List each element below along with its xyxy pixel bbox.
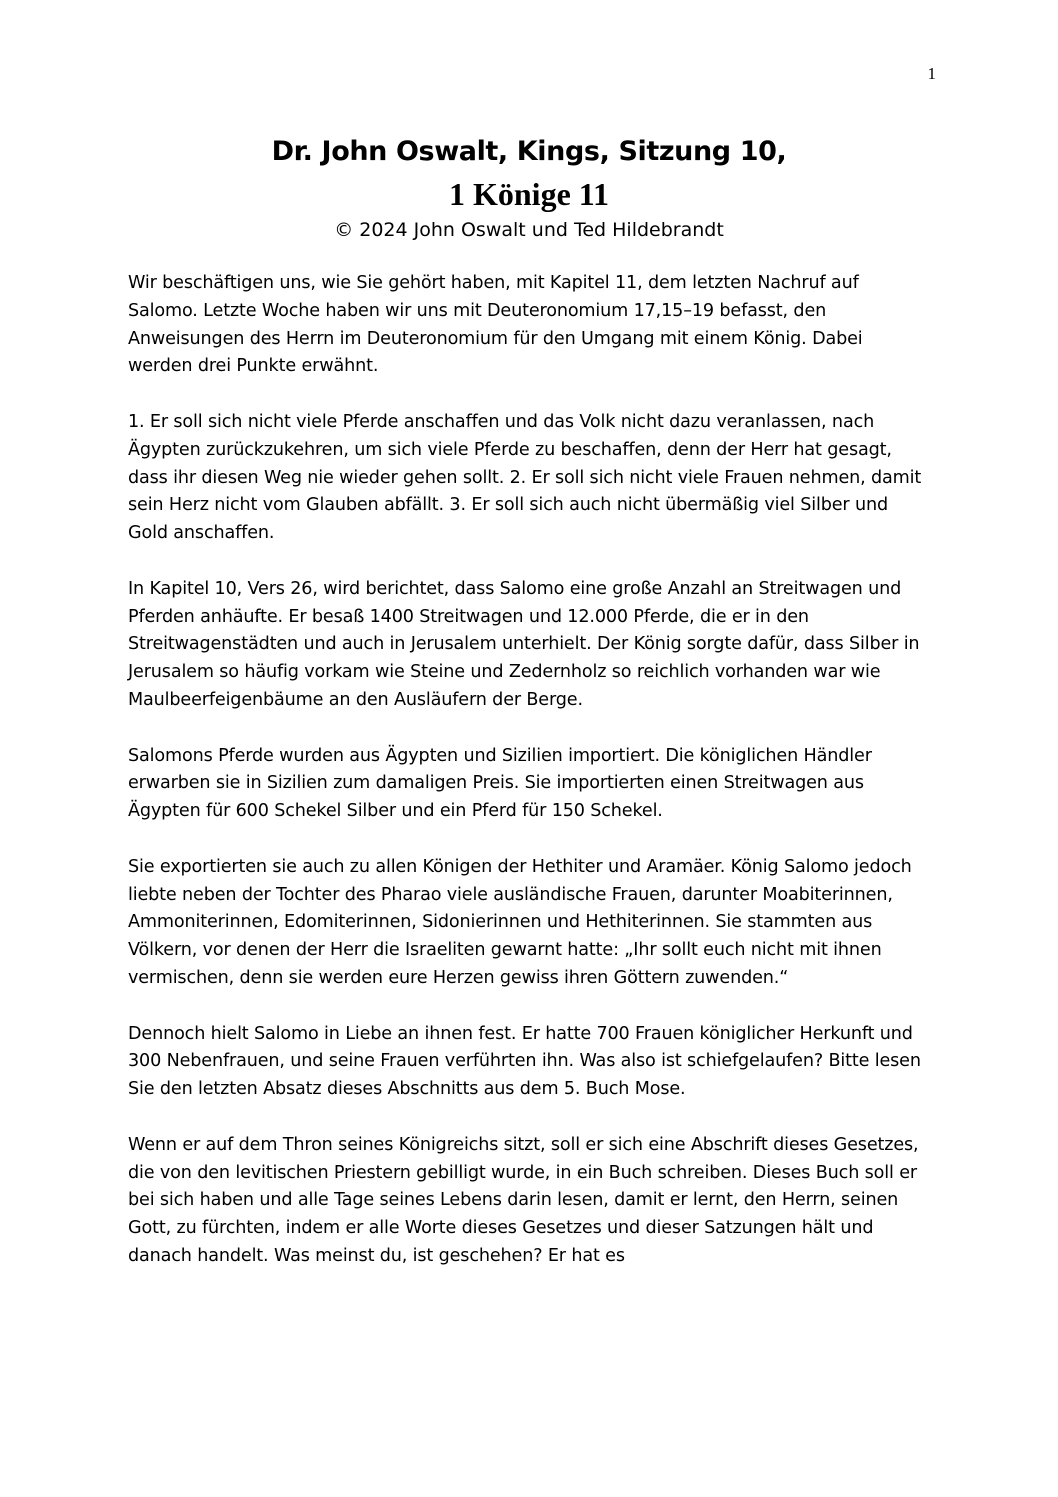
paragraph-5: Sie exportierten sie auch zu allen Königen der Hethiter und Aramäer. König Salomo jedoch liebte neben der Tochter des Pharao viele ausländische Frauen, darunter Moabiterinnen, Ammoniterinnen, Edomiterinnen, Sidonierinnen und Hethiterinnen. Sie stammten aus Völkern, vor denen der Herr die Israeliten gewarnt hatte: „Ihr sollt euch nicht mit ihnen vermischen, denn sie werden eure Herzen gewiss ihren Göttern zuwenden.“ — [128, 856, 912, 988]
document-title: Dr. John Oswalt, Kings, Sitzung 10, — [271, 136, 787, 167]
paragraph-2: 1. Er soll sich nicht viele Pferde anschaffen und das Volk nicht dazu veranlassen, nach Ägypten zurückzukehren, um sich viele Pferde zu beschaffen, denn der Herr hat gesagt, dass ihr diesen Weg nie wieder gehen sollt. 2. Er soll sich nicht viele Frauen nehmen, damit sein Herz nicht vom Glauben abfällt. 3. Er soll sich auch nicht übermäßig viel Silber und Gold anschaffen. — [128, 411, 922, 544]
paragraph-6: Dennoch hielt Salomo in Liebe an ihnen fest. Er hatte 700 Frauen königlicher Herkunft und 300 Nebenfrauen, und seine Frauen verführten ihn. Was also ist schiefgelaufen? Bitte lesen Sie den letzten Absatz dieses Abschnitts aus dem 5. Buch Mose. — [128, 1023, 921, 1100]
copyright-notice: © 2024 John Oswalt und Ted Hildebrandt — [334, 219, 724, 241]
paragraph-3: In Kapitel 10, Vers 26, wird berichtet, dass Salomo eine große Anzahl an Streitwagen und Pferden anhäufte. Er besaß 1400 Streitwagen und 12.000 Pferde, die er in den Streitwagenstädten und auch in Jerusalem unterhielt. Der König sorgte dafür, dass Silber in Jerusalem so häufig vorkam wie Steine und Zedernholz so reichlich vorhanden war wie Maulbeerfeigenbäume an den Ausläufern der Berge. — [128, 578, 920, 710]
page-number: 1 — [927, 64, 936, 83]
body-text — [128, 270, 928, 1298]
paragraph-1: Wir beschäftigen uns, wie Sie gehört haben, mit Kapitel 11, dem letzten Nachruf auf Salomo. Letzte Woche haben wir uns mit Deuteronomium 17,15–19 befasst, den Anweisungen des Herrn im Deuteronomium für den Umgang mit einem König. Dabei werden drei Punkte erwähnt. — [128, 273, 863, 377]
paragraph-7: Wenn er auf dem Thron seines Königreichs sitzt, soll er sich eine Abschrift dieses Gesetzes, die von den levitischen Priestern gebilligt wurde, in ein Buch schreiben. Dieses Buch soll er bei sich haben und alle Tage seines Lebens darin lesen, damit er lernt, den Herrn, seinen Gott, zu fürchten, indem er alle Worte dieses Gesetzes und dieser Satzungen hält und danach handelt. Was meinst du, ist geschehen? Er hat es — [128, 1134, 919, 1266]
document-subtitle: 1 Könige 11 — [448, 176, 609, 212]
paragraph-4: Salomons Pferde wurden aus Ägypten und Sizilien importiert. Die königlichen Händler erwarben sie in Sizilien zum damaligen Preis. Sie importierten einen Streitwagen aus Ägypten für 600 Schekel Silber und ein Pferd für 150 Schekel. — [128, 745, 872, 822]
